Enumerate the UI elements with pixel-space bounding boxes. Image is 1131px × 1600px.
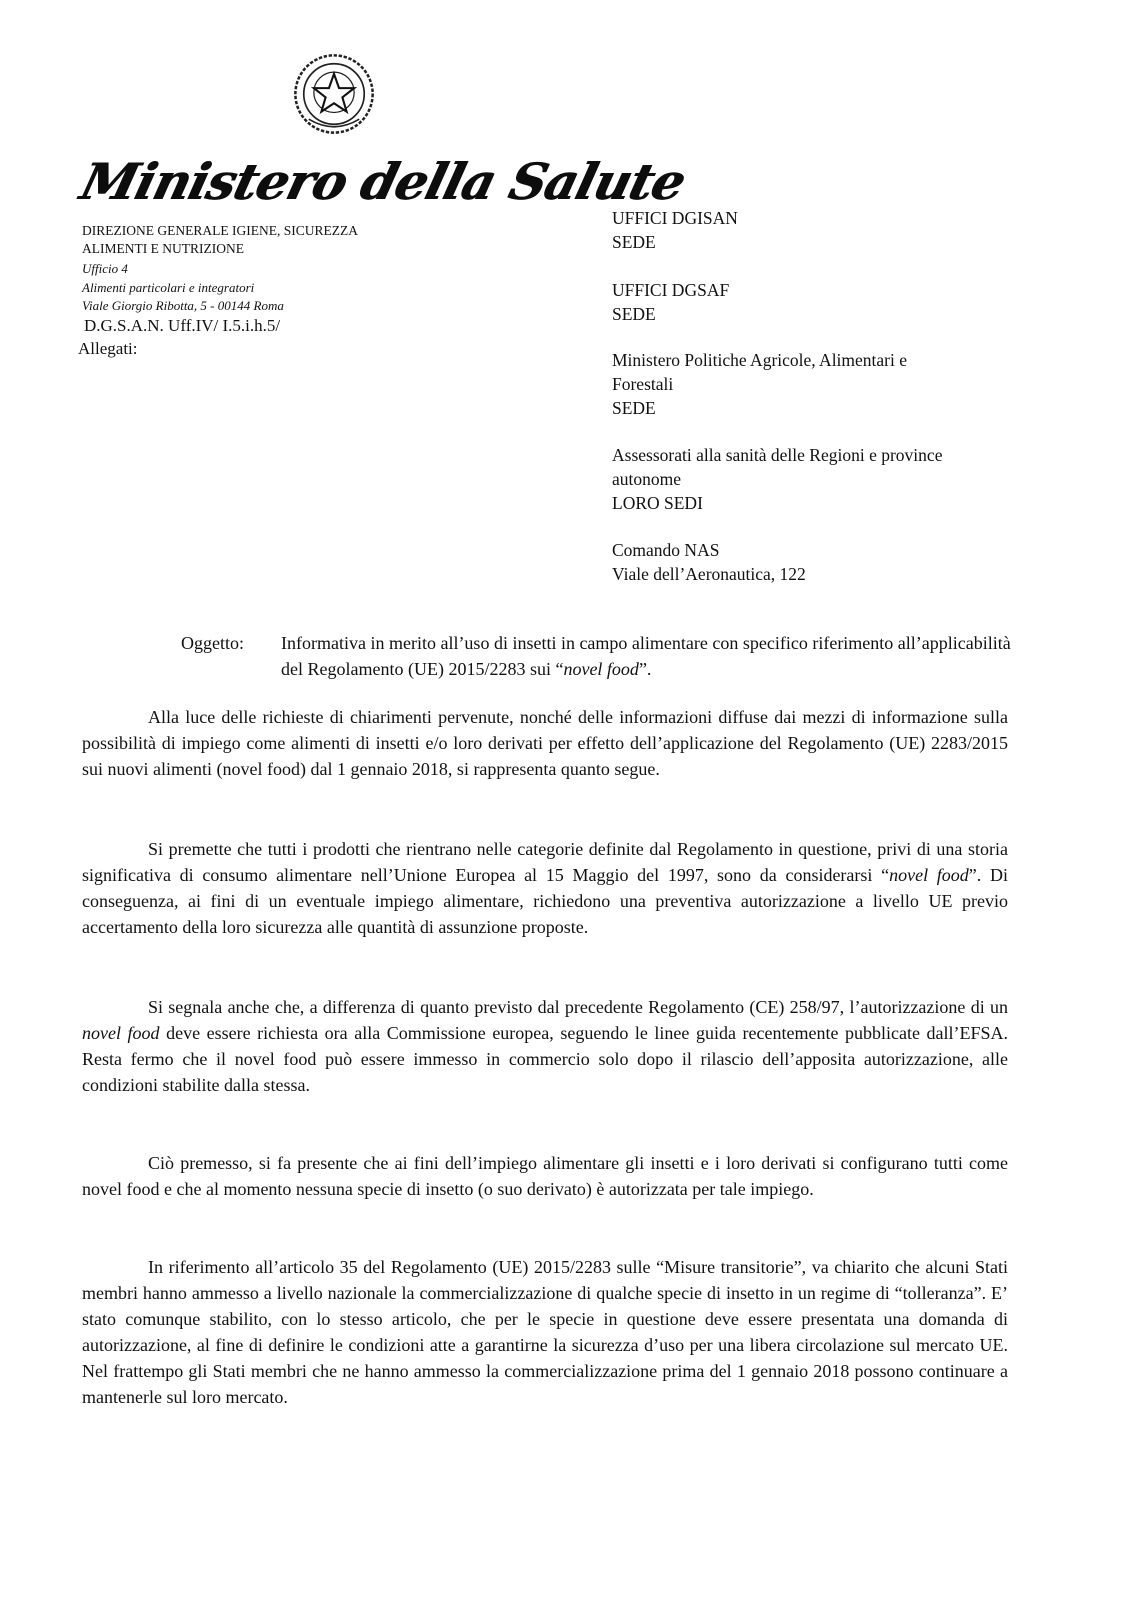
recipient-line: LORO SEDI [612,493,703,513]
recipient-line: SEDE [612,232,656,252]
recipient-line: Ministero Politiche Agricole, Alimentari e [612,350,908,370]
subject-text: Informativa in merito all’uso di insetti in campo alimentare con specifico riferimento all’applicabilità del Regolamento (UE) 2015/2283 sui “novel food”. [281,633,1011,679]
body-paragraph: Si premette che tutti i prodotti che rientrano nelle categorie definite dal Regolamento in questione, privi di una storia significativa di consumo alimentare nell’Unione Europea al 15 Maggio del 1997, sono da considerarsi “novel food”. Di conseguenza, ai fini di un eventuale impiego alimentare, richiedono una preventiva autorizzazione a livello UE previo accertamento della loro sicurezza alle quantità di assunzione proposte. [82,839,1008,937]
recipient-block [612,206,738,254]
attachments-label: Allegati: [78,339,138,358]
recipient-block [612,348,907,420]
office-address: Viale Giorgio Ribotta, 5 - 00144 Roma [82,298,284,313]
protocol-reference: D.G.S.A.N. Uff.IV/ I.5.i.h.5/ [84,316,281,335]
subject-label: Oggetto: [181,633,244,653]
recipient-block [612,538,806,586]
recipient-line: Forestali [612,374,674,394]
office-name: Ufficio 4 [82,261,128,276]
recipient-line: SEDE [612,304,656,324]
recipient-block [612,443,942,515]
body-paragraph: Alla luce delle richieste di chiarimenti pervenute, nonché delle informazioni diffuse dai mezzi di informazione sulla possibilità di impiego come alimenti di insetti e/o loro derivati per effetto dell’applicazione del Regolamento (UE) 2283/2015 sui nuovi alimenti (novel food) dal 1 gennaio 2018, si rappresenta quanto segue. [82,707,1008,779]
ministry-logo: Ministero della Salute [74,152,691,211]
recipient-line: Viale dell’Aeronautica, 122 [612,564,806,584]
body-paragraph: Si segnala anche che, a differenza di quanto previsto dal precedente Regolamento (CE) 258/97, l’autorizzazione di un novel food deve essere richiesta ora alla Commissione europea, seguendo le linee guida recentemente pubblicate dall’EFSA. Resta fermo che il novel food può essere immesso in commercio solo dopo il rilascio dell’apposita autorizzazione, alle condizioni stabilite dalla stessa. [82,997,1009,1095]
body-paragraph: In riferimento all’articolo 35 del Regolamento (UE) 2015/2283 sulle “Misure transitorie”, va chiarito che alcuni Stati membri hanno ammesso a livello nazionale la commercializzazione di qualche specie di insetto in un regime di “tolleranza”. E’ stato comunque stabilito, con lo stesso articolo, che per le specie in questione deve essere presentata una domanda di autorizzazione, al fine di definire le condizioni atte a garantirne la sicurezza d’uso per una libera circolazione sul mercato UE. Nel frattempo gli Stati membri che ne hanno ammesso la commercializzazione prima del 1 gennaio 2018 possono continuare a mantenerle sul loro mercato. [82,1257,1008,1407]
recipient-line: SEDE [612,398,656,418]
recipient-line: Assessorati alla sanità delle Regioni e province [612,445,943,465]
recipient-line: UFFICI DGISAN [612,208,738,228]
directorate-line-2: ALIMENTI E NUTRIZIONE [82,241,244,256]
republic-emblem-icon [292,52,376,136]
directorate-line-1: DIREZIONE GENERALE IGIENE, SICUREZZA [82,223,358,238]
recipient-block [612,278,729,326]
recipient-line: autonome [612,469,682,489]
office-area: Alimenti particolari e integratori [82,280,255,295]
recipient-line: UFFICI DGSAF [612,280,730,300]
body-paragraph: Ciò premesso, si fa presente che ai fini dell’impiego alimentare gli insetti e i loro derivati si configurano tutti come novel food e che al momento nessuna specie di insetto (o suo derivato) è autorizzata per tale impiego. [82,1153,1008,1199]
recipient-line: Comando NAS [612,540,720,560]
